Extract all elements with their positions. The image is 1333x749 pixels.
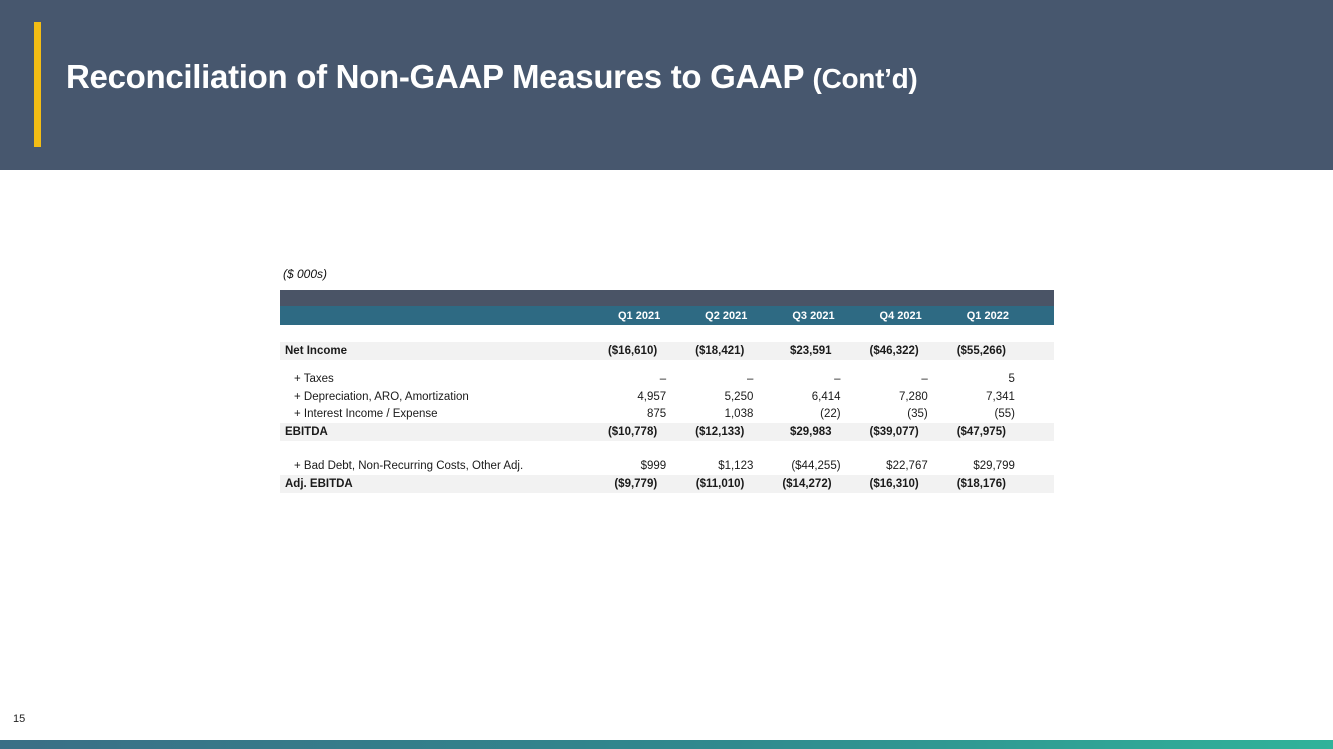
table-cell: – bbox=[834, 373, 841, 386]
table-cell: ($12,133) bbox=[695, 425, 745, 438]
table-cell: ($10,778) bbox=[607, 425, 658, 438]
table-cell: $999 bbox=[640, 460, 667, 473]
table-cell: ($16,610) bbox=[607, 344, 658, 357]
column-header: Q4 2021 bbox=[879, 309, 922, 322]
table-cell: ($16,310) bbox=[869, 477, 919, 490]
row-spacer bbox=[280, 325, 1054, 342]
row-label: EBITDA bbox=[285, 425, 328, 438]
table-cell: (35) bbox=[907, 408, 928, 421]
row-spacer bbox=[280, 360, 1054, 371]
row-bad-debt bbox=[280, 458, 1054, 476]
table-cell: 4,957 bbox=[637, 390, 667, 403]
table-cell: ($39,077) bbox=[869, 425, 919, 438]
table-cell: ($55,266) bbox=[956, 344, 1006, 357]
table-cell: 5 bbox=[1008, 373, 1015, 386]
table-cell: – bbox=[746, 373, 754, 386]
table-cell: 7,280 bbox=[898, 390, 928, 403]
table-cell: $29,799 bbox=[973, 460, 1015, 473]
row-interest bbox=[280, 406, 1054, 424]
row-net-income bbox=[280, 342, 1054, 360]
reconciliation-table bbox=[280, 290, 1054, 493]
row-label: + Bad Debt, Non-Recurring Costs, Other Adj. bbox=[294, 460, 524, 473]
table-top-band bbox=[280, 290, 1054, 306]
table-cell: ($47,975) bbox=[956, 425, 1006, 438]
table-cell: $1,123 bbox=[718, 460, 754, 473]
row-adj-ebitda bbox=[280, 475, 1054, 493]
table-cell: 6,414 bbox=[811, 390, 841, 403]
slide-title bbox=[66, 58, 917, 96]
column-header: Q1 2022 bbox=[966, 309, 1009, 322]
table-cell: ($14,272) bbox=[782, 477, 832, 490]
row-depreciation bbox=[280, 388, 1054, 406]
table-cell: ($46,322) bbox=[869, 344, 919, 357]
table-cell: ($9,779) bbox=[614, 477, 658, 490]
slide-header bbox=[0, 0, 1333, 170]
row-label: Adj. EBITDA bbox=[285, 477, 353, 490]
table-cell: (22) bbox=[820, 408, 841, 421]
table-cell: 5,250 bbox=[724, 390, 754, 403]
accent-bar bbox=[34, 22, 41, 147]
table-cell: – bbox=[921, 373, 928, 386]
row-label: + Interest Income / Expense bbox=[294, 408, 438, 421]
table-cell: ($18,176) bbox=[956, 477, 1006, 490]
table-cell: – bbox=[659, 373, 667, 386]
slide-title-sub: (Cont’d) bbox=[812, 63, 918, 94]
row-spacer bbox=[280, 441, 1054, 458]
table-cell: 7,341 bbox=[986, 390, 1015, 403]
column-header: Q3 2021 bbox=[792, 309, 835, 322]
page-number: 15 bbox=[13, 713, 26, 725]
table-header-row bbox=[280, 306, 1054, 325]
column-header: Q1 2021 bbox=[617, 309, 661, 322]
table-cell: ($18,421) bbox=[695, 344, 745, 357]
table-cell: $23,591 bbox=[789, 344, 832, 357]
row-ebitda bbox=[280, 423, 1054, 441]
table-cell: ($44,255) bbox=[791, 460, 841, 473]
table-cell: ($11,010) bbox=[695, 477, 745, 490]
row-taxes bbox=[280, 371, 1054, 389]
table-cell: 875 bbox=[647, 408, 667, 421]
row-label: + Taxes bbox=[294, 373, 334, 386]
table-cell: $29,983 bbox=[789, 425, 832, 438]
slide-title-main: Reconciliation of Non-GAAP Measures to GAAP bbox=[66, 58, 804, 95]
footer-bar bbox=[0, 740, 1333, 749]
table-cell: $22,767 bbox=[886, 460, 928, 473]
unit-note: ($ 000s) bbox=[283, 267, 328, 281]
table-cell: (55) bbox=[994, 408, 1015, 421]
row-label: Net Income bbox=[285, 344, 347, 357]
column-header: Q2 2021 bbox=[705, 309, 748, 322]
row-label: + Depreciation, ARO, Amortization bbox=[294, 390, 469, 403]
table-cell: 1,038 bbox=[724, 408, 754, 421]
